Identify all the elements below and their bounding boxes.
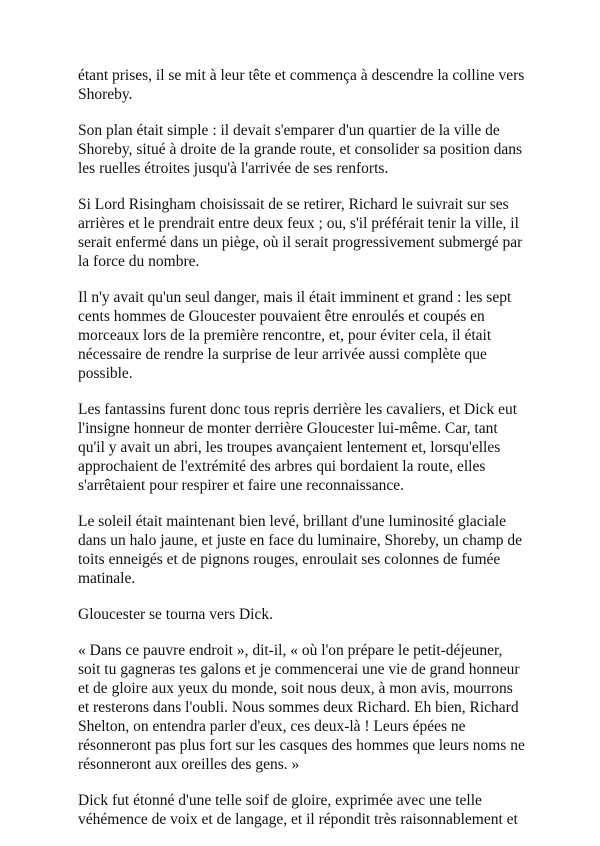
paragraph-1: étant prises, il se mit à leur tête et commença à descendre la colline vers Shoreby. (78, 67, 525, 103)
paragraph-4: Il n'y avait qu'un seul danger, mais il était imminent et grand : les sept cents hommes de Gloucester pouvaient être enroulés et coupés en morceaux lors de la première rencontre, et, pour éviter cela, il était nécessaire de rendre la surprise de leur arrivée aussi complète que possible. (78, 289, 512, 382)
paragraph-6: Le soleil était maintenant bien levé, brillant d'une luminosité glaciale dans un halo jaune, et juste en face du luminaire, Shoreby, un champ de toits enneigés et de pignons rouges, enroulait ses colonnes de fumée matinale. (78, 513, 523, 587)
paragraph-2: Son plan était simple : il devait s'emparer d'un quartier de la ville de Shoreby, situé à droite de la grande route, et consolider sa position dans les ruelles étroites jusqu'à l'arrivée de ses renforts. (78, 122, 523, 177)
document-page (78, 66, 526, 846)
paragraph-9: Dick fut étonné d'une telle soif de gloire, exprimée avec une telle véhémence de voix et de langage, et il répondit très raisonnablement et (78, 792, 518, 828)
paragraph-7: Gloucester se tourna vers Dick. (78, 606, 273, 623)
paragraph-3: Si Lord Risingham choisissait de se retirer, Richard le suivrait sur ses arrières et le prendrait entre deux feux ; ou, s'il préférait tenir la ville, il serait enfermé dans un piège, où il serait progressivement submergé par la force du nombre. (78, 196, 523, 270)
paragraph-5: Les fantassins furent donc tous repris derrière les cavaliers, et Dick eut l'insigne honneur de monter derrière Gloucester lui-même. Car, tant qu'il y avait un abri, les troupes avançaient lentement et, lorsqu'elles approchaient de l'extrémité des arbres qui bordaient la route, elles s'arrêtaient pour respirer et faire une reconnaissance. (78, 401, 518, 494)
paragraph-8: « Dans ce pauvre endroit », dit-il, « où l'on prépare le petit-déjeuner, soit tu gagneras tes galons et je commencerai une vie de grand honneur et de gloire aux yeux du monde, soit nous deux, à mon avis, mourrons et resterons dans l'oubli. Nous sommes deux Richard. Eh bien, Richard Shelton, on entendra parler d'eux, ces deux-là ! Leurs épées ne résonneront pas plus fort sur les casques des hommes que leurs noms ne résonneront aux oreilles des gens. » (78, 642, 525, 773)
